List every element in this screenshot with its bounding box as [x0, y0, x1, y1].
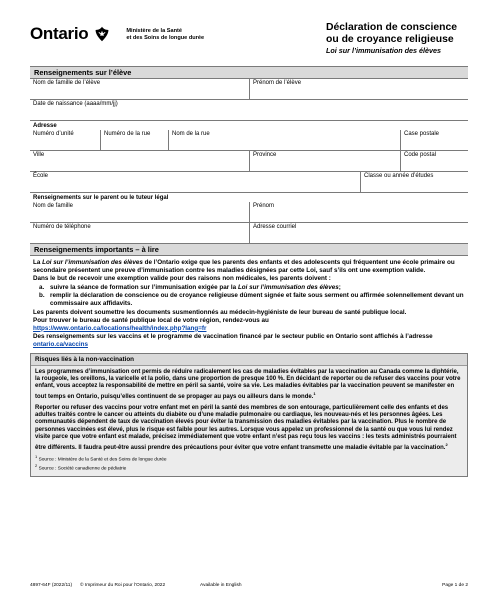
- page-footer: [30, 583, 468, 588]
- info-paragraph-5: [33, 333, 465, 348]
- risk-box: [30, 353, 468, 477]
- student-section-header: Renseignements sur l’élève: [30, 66, 468, 78]
- street-number-label: Numéro de la rue: [104, 131, 151, 137]
- important-info: [30, 256, 468, 349]
- info-p1-law: Loi sur l’immunisation des élèves: [42, 259, 143, 266]
- copyright: © Imprimeur du Roi pour l’Ontario, 2022: [80, 583, 166, 588]
- footnote-ref-2: 2: [445, 442, 448, 448]
- po-box-label: Case postale: [404, 131, 440, 137]
- parent-first-name-field[interactable]: [249, 202, 468, 222]
- address-row: [30, 130, 468, 150]
- title-line-1: Déclaration de conscience: [326, 22, 458, 33]
- student-first-name-label: Prénom de l’élève: [253, 80, 302, 86]
- footnote-2: [35, 463, 463, 473]
- info-p1-end: de l’Ontario exige que les parents des enfants et des adolescents qui fréquentent une école primaire ou secondaire présentent une preuve d’immunisation contre les maladies désignées par cette Loi, sauf s’ils ont une exemption valide.: [33, 259, 455, 274]
- item-b-label: b.: [39, 292, 45, 300]
- student-last-name-label: Nom de famille de l’élève: [33, 80, 101, 86]
- info-paragraph-2: Dans le but de recevoir une exemption valide pour des raisons non médicales, les parents doivent :: [33, 275, 331, 283]
- parent-first-name-label: Prénom: [253, 203, 275, 209]
- form-code: 4897-64F (2022/11): [30, 583, 73, 588]
- street-name-label: Nom de la rue: [172, 131, 210, 137]
- province-label: Province: [253, 152, 277, 158]
- info-paragraph-1: [33, 259, 465, 274]
- city-label: Ville: [33, 152, 45, 158]
- dob-field[interactable]: [30, 100, 468, 120]
- phone-label: Numéro de téléphone: [33, 224, 91, 230]
- footnote-2-number: 2: [35, 463, 38, 469]
- postal-code-field[interactable]: [400, 151, 468, 171]
- student-name-row: [30, 78, 468, 99]
- vaccines-link[interactable]: ontario.ca/vaccins: [33, 340, 88, 348]
- available-in-english: Available in English: [200, 583, 242, 588]
- address-header: Adresse: [33, 123, 57, 129]
- ontario-logo-text: Ontario: [30, 24, 89, 43]
- unit-label: Numéro d’unité: [33, 131, 74, 137]
- document-title: [326, 22, 468, 55]
- list-item: [39, 284, 465, 292]
- item-a-law: Loi sur l’immunisation des élèves: [237, 283, 339, 291]
- ministry-line-2: et des Soins de longue durée: [126, 35, 205, 41]
- info-p5-text: Des renseignements sur les vaccins et le programme de vaccination financé par le secteur public en Ontario sont affichés à l’adresse: [33, 333, 433, 341]
- item-a-body: suivre la séance de formation sur l’immunisation exigée par la: [50, 283, 238, 291]
- footnote-1-text: Source : Ministère de la Santé et des Soins de longue durée: [37, 457, 167, 463]
- dob-label: Date de naissance (aaaa/mm/jj): [33, 101, 118, 107]
- email-label: Adresse courriel: [253, 224, 297, 230]
- city-field[interactable]: [30, 151, 249, 171]
- postal-code-label: Code postal: [404, 152, 437, 158]
- email-field[interactable]: [249, 223, 468, 243]
- info-paragraph-4: [33, 317, 465, 332]
- item-a-end: ;: [338, 283, 341, 291]
- school-row: [30, 171, 468, 192]
- phone-field[interactable]: [30, 223, 249, 243]
- street-name-field[interactable]: [168, 130, 400, 150]
- requirements-list: [33, 284, 465, 308]
- parent-header-row: [30, 192, 468, 202]
- province-field[interactable]: [249, 151, 400, 171]
- grade-field[interactable]: [360, 172, 468, 192]
- risk-title: Risques liés à la non-vaccination: [31, 354, 467, 366]
- footnote-2-text: Source : Société canadienne de pédiatrie: [37, 466, 127, 472]
- student-last-name-field[interactable]: [30, 79, 249, 99]
- school-field[interactable]: [30, 172, 360, 192]
- city-row: [30, 150, 468, 171]
- footnote-1-number: 1: [35, 453, 38, 459]
- parent-header: Renseignements sur le parent ou le tuteur légal: [33, 195, 169, 201]
- address-header-row: [30, 120, 468, 130]
- form-header: [30, 22, 468, 66]
- po-box-field[interactable]: [400, 130, 468, 150]
- parent-last-name-label: Nom de famille: [33, 203, 74, 209]
- dob-row: [30, 99, 468, 120]
- school-label: École: [33, 173, 49, 179]
- student-first-name-field[interactable]: [249, 79, 468, 99]
- important-section-header: Renseignements importants – à lire: [30, 243, 468, 255]
- grade-label: Classe ou année d’études: [364, 173, 434, 179]
- parent-name-row: [30, 202, 468, 222]
- item-b-text: remplir la déclaration de conscience ou de croyance religieuse dûment signée et faite sous serment ou affirmée solennellement devant un commissaire aux affidavits.: [50, 292, 464, 307]
- item-a-text: [50, 284, 341, 292]
- street-number-field[interactable]: [100, 130, 168, 150]
- risk-p2-text: Reporter ou refuser des vaccins pour votre enfant met en péril la santé des membres de son entourage, particulièrement celle des enfants et des adultes traités contre le cancer ou atteints du diabète ou d’une maladie pulmonaire ou cardiaque, les nouveau-nés et les personnes âgées. Les communautés dépendent de taux de vaccination élevés pour éviter la transmission des maladies évitables par la vaccination. Plus le nombre de personnes vaccinées est élevé, plus le risque est faible pour les autres. Lorsque vous appelez un professionnel de la santé ou que vous lui rendez visite parce que votre enfant est malade, précisez immédiatement que votre enfant n’est pas reçu tous les vaccins : les tests administrés pourraient être différents. Il faudra peut-être aussi prendre des précautions pour éviter que votre enfant transmette une maladie évitable par la vaccination.: [35, 404, 457, 452]
- list-item: [39, 292, 465, 307]
- info-p4-text: Pour trouver le bureau de santé publique local de votre région, rendez-vous au: [33, 317, 269, 325]
- parent-contact-row: [30, 222, 468, 243]
- risk-p1-text: Les programmes d’immunisation ont permis de réduire radicalement les cas de maladies évitables par la vaccination au Canada comme la diphtérie, la rougeole, les oreillons, la varicelle et la polio, dans une proportion de presque 100 %. En décidant de reporter ou de refuser des vaccins pour votre enfant, vous acceptez la responsabilité de mettre en péril sa santé, voire sa vie. Les maladies évitables par la vaccination peuvent se manifester en tout temps en Ontario, puisqu’elles continuent de se propager au pays ou ailleurs dans le monde.: [35, 368, 461, 401]
- document-subtitle: Loi sur l’immunisation des élèves: [326, 46, 442, 55]
- ministry-line-1: Ministère de la Santé: [126, 28, 183, 34]
- title-line-2: ou de croyance religieuse: [326, 34, 454, 45]
- info-p1-start: La: [33, 259, 43, 266]
- footnote-ref-1: 1: [313, 391, 316, 397]
- footnote-1: [35, 454, 463, 464]
- item-a-label: a.: [39, 283, 45, 291]
- unit-field[interactable]: [30, 130, 100, 150]
- health-unit-link[interactable]: https://www.ontario.ca/locations/health/index.php?lang=fr: [33, 324, 207, 332]
- risk-paragraph-2: [35, 405, 463, 453]
- page-number: Page 1 de 2: [442, 583, 468, 588]
- ministry-name: [126, 28, 204, 42]
- form-page: [30, 22, 468, 477]
- risk-paragraph-1: [35, 369, 463, 402]
- ontario-brand: [30, 24, 204, 44]
- info-paragraph-3: Les parents doivent soumettre les documents susmentionnés au médecin-hygiéniste de leur bureau de santé publique local.: [33, 308, 407, 316]
- parent-last-name-field[interactable]: [30, 202, 249, 222]
- student-form: [30, 66, 468, 256]
- trillium-icon: [94, 26, 110, 42]
